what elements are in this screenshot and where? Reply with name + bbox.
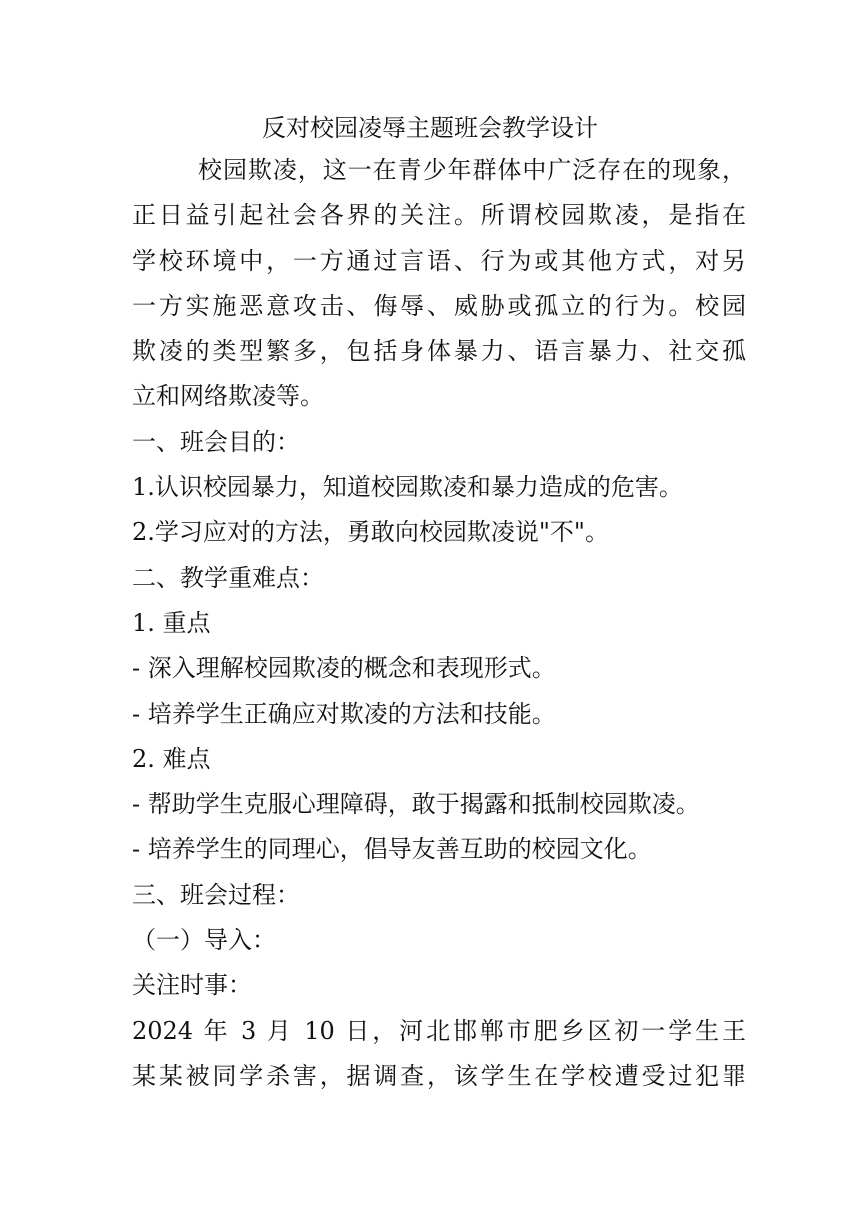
section-1-heading: 一、班会目的： [132, 427, 300, 456]
intro-line-2: 正日益引起社会各界的关注。所谓校园欺凌，是指在 [132, 201, 746, 230]
intro-line-6: 立和网络欺凌等。 [132, 382, 324, 411]
intro-line-4: 一方实施恶意攻击、侮辱、威胁或孤立的行为。校园 [132, 291, 746, 320]
difficulties-heading: 2. 难点 [132, 744, 211, 773]
intro-line-3: 学校环境中，一方通过言语、行为或其他方式，对另 [132, 246, 746, 275]
difficulty-item-1: - 帮助学生克服心理障碍，敢于揭露和抵制校园欺凌。 [132, 790, 700, 819]
subsection-intro-heading: （一）导入： [132, 926, 276, 955]
intro-line-5: 欺凌的类型繁多，包括身体暴力、语言暴力、社交孤 [132, 337, 746, 366]
section-3-heading: 三、班会过程： [132, 880, 300, 909]
key-points-heading: 1. 重点 [132, 608, 211, 637]
objective-item-1: 1.认识校园暴力，知道校园欺凌和暴力造成的危害。 [132, 473, 683, 502]
document-title: 反对校园凌辱主题班会教学设计 [262, 114, 598, 142]
difficulty-item-2: - 培养学生的同理心，倡导友善互助的校园文化。 [132, 835, 652, 864]
news-label: 关注时事： [132, 971, 252, 1000]
key-point-item-1: - 深入理解校园欺凌的概念和表现形式。 [132, 654, 556, 683]
section-2-heading: 二、教学重难点： [132, 563, 324, 592]
intro-line-1: 校园欺凌，这一在青少年群体中广泛存在的现象， [198, 156, 746, 184]
key-point-item-2: - 培养学生正确应对欺凌的方法和技能。 [132, 699, 556, 728]
news-line-1: 2024 年 3 月 10 日，河北邯郸市肥乡区初一学生王 [132, 1016, 746, 1045]
objective-item-2: 2.学习应对的方法，勇敢向校园欺凌说"不"。 [132, 518, 609, 547]
news-line-2: 某某被同学杀害，据调查，该学生在学校遭受过犯罪 [132, 1061, 746, 1090]
document-body [132, 148, 746, 1099]
